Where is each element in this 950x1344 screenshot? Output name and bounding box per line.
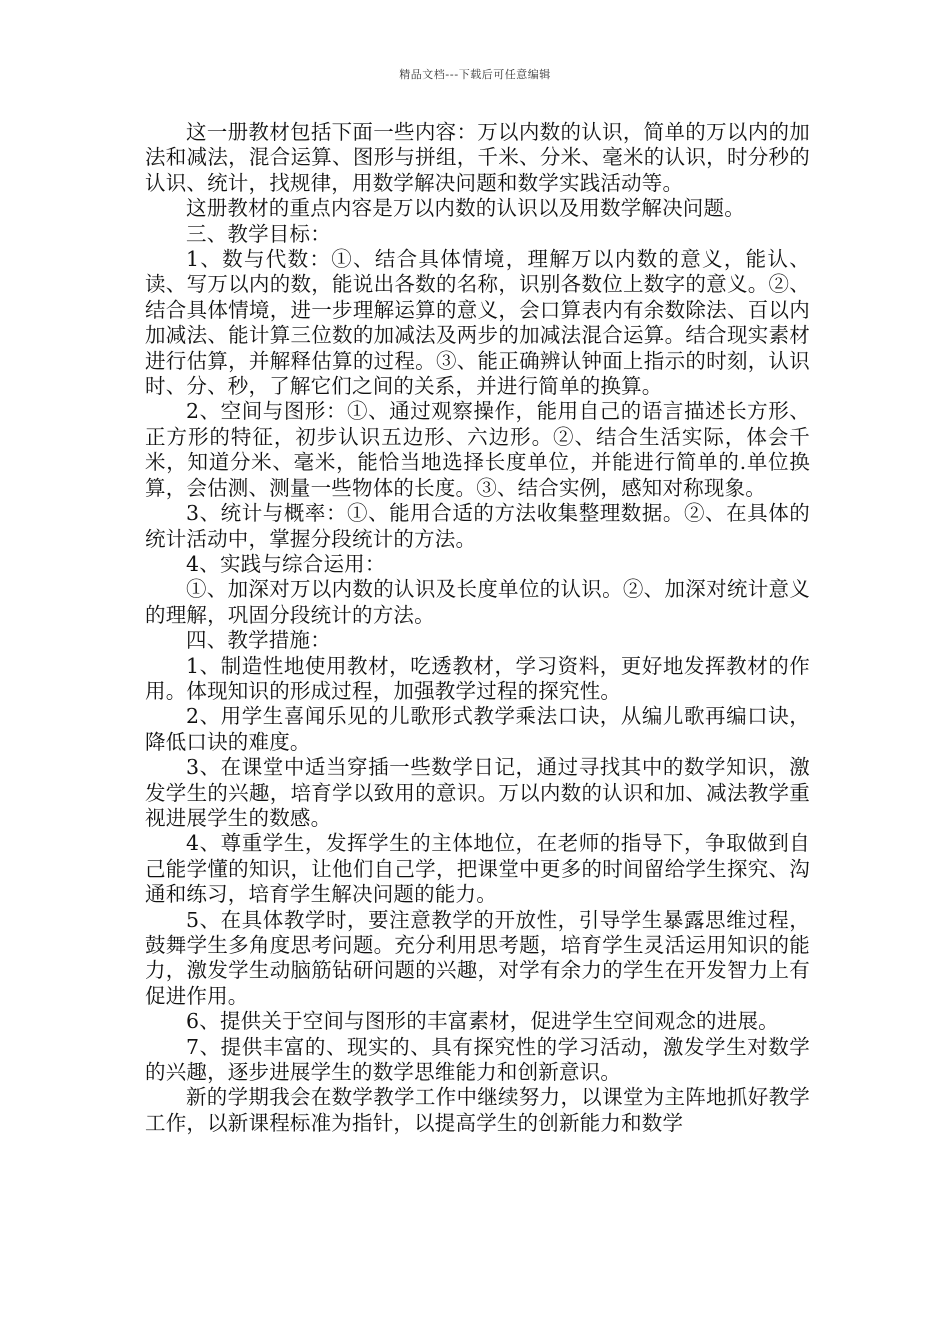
paragraph: 6、提供关于空间与图形的丰富素材，促进学生空间观念的进展。 (186, 1009, 779, 1034)
paragraph: 这册教材的重点内容是万以内数的认识以及用数学解决问题。 (186, 196, 745, 221)
document-body (145, 120, 810, 1136)
paragraph: 新的学期我会在数学教学工作中继续努力，以课堂为主阵地抓好教学工作，以新课程标准为指针，以提高学生的创新能力和数学 (145, 1085, 810, 1135)
page-header: 精品文档---下载后可任意编辑 (399, 68, 551, 81)
paragraph: 4、尊重学生，发挥学生的主体地位，在老师的指导下，争取做到自己能学懂的知识，让他们自己学，把课堂中更多的时间留给学生探究、沟通和练习，培育学生解决问题的能力。 (145, 831, 810, 907)
paragraph: 5、在具体教学时，要注意教学的开放性，引导学生暴露思维过程，鼓舞学生多角度思考问题。充分利用思考题，培育学生灵活运用知识的能力，激发学生动脑筋钻研问题的兴趣，对学有余力的学生在开发智力上有促进作用。 (145, 907, 810, 1008)
paragraph: 1、数与代数：①、结合具体情境，理解万以内数的意义，能认、读、写万以内的数，能说出各数的名称，识别各数位上数字的意义。②、结合具体情境，进一步理解运算的意义，会口算表内有余数除法、百以内加减法、能计算三位数的加减法及两步的加减法混合运算。结合现实素材进行估算，并解释估算的过程。③、能正确辨认钟面上指示的时刻，认识时、分、秒，了解它们之间的关系，并进行简单的换算。 (145, 247, 810, 399)
paragraph: 1、制造性地使用教材，吃透教材，学习资料，更好地发挥教材的作用。体现知识的形成过程，加强教学过程的探究性。 (145, 653, 810, 703)
paragraph: 7、提供丰富的、现实的、具有探究性的学习活动，激发学生对数学的兴趣，逐步进展学生的数学思维能力和创新意识。 (145, 1034, 810, 1085)
paragraph: 2、用学生喜闻乐见的儿歌形式教学乘法口诀，从编儿歌再编口诀，降低口诀的难度。 (145, 704, 810, 754)
section-heading: 三、教学目标： (186, 221, 331, 246)
paragraph: 4、实践与综合运用： (186, 551, 386, 576)
paragraph: 2、空间与图形：①、通过观察操作，能用自己的语言描述长方形、正方形的特征，初步认识五边形、六边形。②、结合生活实际，体会千米，知道分米、毫米，能恰当地选择长度单位，并能进行简单的.单位换算，会估测、测量一些物体的长度。③、结合实例，感知对称现象。 (145, 399, 810, 500)
section-heading: 四、教学措施： (186, 628, 331, 653)
paragraph: 这一册教材包括下面一些内容：万以内数的认识，简单的万以内的加法和减法，混合运算、图形与拼组，千米、分米、毫米的认识，时分秒的认识、统计，找规律，用数学解决问题和数学实践活动等。 (145, 120, 810, 195)
paragraph: 3、在课堂中适当穿插一些数学日记，通过寻找其中的数学知识，激发学生的兴趣，培育学以致用的意识。万以内数的认识和加、减法教学重视进展学生的数感。 (145, 755, 810, 830)
paragraph: 3、统计与概率：①、能用合适的方法收集整理数据。②、在具体的统计活动中，掌握分段统计的方法。 (145, 501, 810, 551)
paragraph: ①、加深对万以内数的认识及长度单位的认识。②、加深对统计意义的理解，巩固分段统计的方法。 (145, 577, 810, 627)
